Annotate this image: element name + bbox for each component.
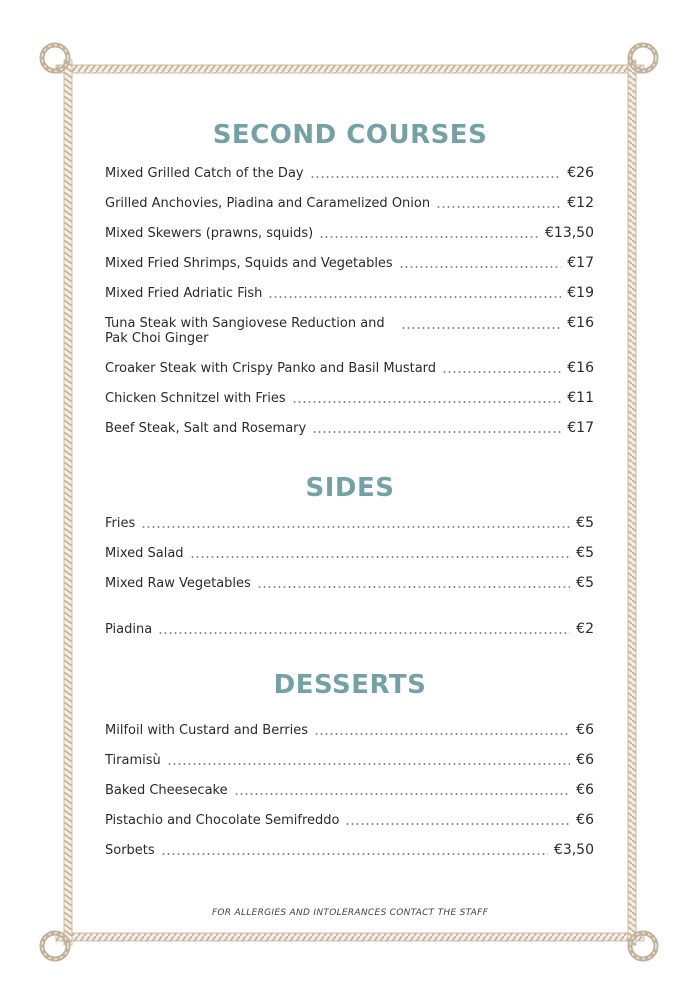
menu-item [105, 421, 594, 436]
dot-leader [257, 586, 570, 588]
item-price: €12 [567, 195, 594, 211]
menu-item [105, 286, 594, 301]
item-price: €2 [576, 621, 594, 637]
dot-leader [310, 176, 562, 178]
item-price: €11 [567, 390, 594, 406]
item-price: €17 [567, 420, 594, 436]
dot-leader [268, 296, 561, 298]
item-price: €5 [576, 575, 594, 591]
item-name: Mixed Fried Shrimps, Squids and Vegetables [105, 256, 393, 271]
dot-leader [167, 763, 570, 765]
menu-item [105, 226, 594, 241]
item-name: Mixed Fried Adriatic Fish [105, 286, 263, 301]
dot-leader [436, 206, 561, 208]
item-price: €16 [567, 315, 594, 331]
item-price: €13,50 [545, 225, 594, 241]
menu-item [105, 166, 594, 181]
item-price: €19 [567, 285, 594, 301]
item-price: €6 [576, 812, 594, 828]
item-price: €5 [576, 545, 594, 561]
item-name: Beef Steak, Salt and Rosemary [105, 421, 307, 436]
dot-leader [401, 327, 561, 329]
item-name: Piadina [105, 622, 153, 637]
menu-item [105, 813, 594, 828]
menu-item [105, 516, 594, 531]
item-name: Grilled Anchovies, Piadina and Caramelized Onion [105, 196, 431, 211]
item-name: Fries [105, 516, 136, 531]
item-price: €5 [576, 515, 594, 531]
menu-item [105, 361, 594, 376]
dot-leader [345, 823, 570, 825]
dot-leader [314, 733, 570, 735]
menu-item [105, 576, 594, 591]
item-name: Baked Cheesecake [105, 783, 228, 798]
item-name: Tuna Steak with Sangiovese Reduction and Pak Choi Ginger [105, 316, 385, 346]
item-price: €6 [576, 782, 594, 798]
item-name: Sorbets [105, 843, 155, 858]
section-title-sides: SIDES [305, 473, 395, 503]
menu-item [105, 256, 594, 271]
item-name: Chicken Schnitzel with Fries [105, 391, 286, 406]
allergy-notice: FOR ALLERGIES AND INTOLERANCES CONTACT THE STAFF [211, 908, 489, 918]
dot-leader [312, 431, 561, 433]
menu-item [105, 546, 594, 561]
menu-item [105, 196, 594, 211]
item-name: Mixed Grilled Catch of the Day [105, 166, 304, 181]
dot-leader [292, 401, 562, 403]
item-price: €6 [576, 752, 594, 768]
dot-leader [319, 236, 539, 238]
menu-item [105, 316, 594, 346]
item-name: Croaker Steak with Crispy Panko and Basil Mustard [105, 361, 437, 376]
section-title-second-courses: SECOND COURSES [212, 120, 488, 150]
menu-item [105, 391, 594, 406]
item-price: €6 [576, 722, 594, 738]
menu-item [105, 622, 594, 637]
item-price: €26 [567, 165, 594, 181]
dot-leader [158, 632, 570, 634]
dot-leader [234, 793, 571, 795]
item-name: Mixed Salad [105, 546, 184, 561]
menu-item [105, 723, 594, 738]
item-name: Milfoil with Custard and Berries [105, 723, 309, 738]
dot-leader [141, 526, 570, 528]
dot-leader [442, 371, 561, 373]
menu-item [105, 753, 594, 768]
item-name: Mixed Skewers (prawns, squids) [105, 226, 314, 241]
item-price: €17 [567, 255, 594, 271]
item-name: Tiramisù [105, 753, 161, 768]
menu-item [105, 783, 594, 798]
item-name: Mixed Raw Vegetables [105, 576, 251, 591]
dot-leader [161, 853, 548, 855]
item-price: €3,50 [553, 842, 594, 858]
item-name: Pistachio and Chocolate Semifreddo [105, 813, 340, 828]
menu-item [105, 843, 594, 858]
dot-leader [190, 556, 571, 558]
item-price: €16 [567, 360, 594, 376]
dot-leader [399, 266, 562, 268]
section-title-desserts: DESSERTS [273, 670, 427, 700]
